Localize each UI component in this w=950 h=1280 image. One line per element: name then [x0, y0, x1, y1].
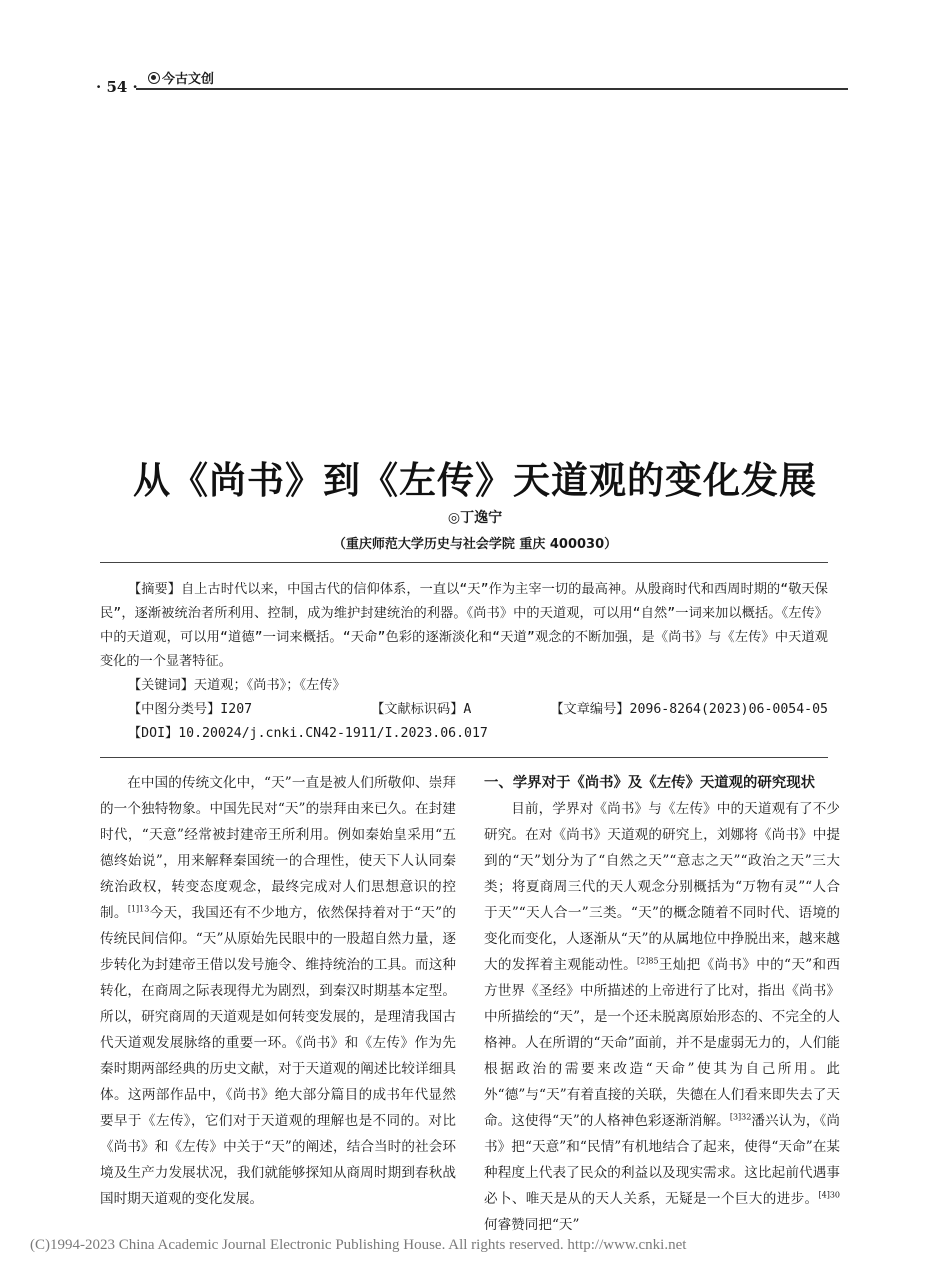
doi: 【DOI】10.20024/j.cnki.CN42-1911/I.2023.06.017 — [128, 726, 488, 741]
citation-ref: [2]85 — [637, 956, 659, 966]
header-rule — [136, 88, 848, 90]
abstract-top-rule — [100, 562, 828, 563]
journal-logo-icon — [148, 72, 160, 84]
document-code: 【文献标识码】A — [371, 702, 472, 717]
abstract-text: 【摘要】自上古时代以来，中国古代的信仰体系，一直以“天”作为主宰一切的最高神。从殷商时代和西周时期的“敬天保民”，逐渐被统治者所利用、控制，成为维护封建统治的利器。《尚书》中的天道观，可以用“自然”一词来加以概括。《左传》中的天道观，可以用“道德”一词来概括。“天命”色彩的逐渐淡化和“天道”观念的不断加强，是《尚书》与《左传》中天道观变化的一个显著特征。 — [100, 582, 828, 669]
page-number: · 54 · — [96, 78, 138, 96]
author-affiliation: （重庆师范大学历史与社会学院 重庆 400030） — [332, 537, 618, 552]
copyright-footer: (C)1994-2023 China Academic Journal Electronic Publishing House. All rights reserved. http://www.cnki.net — [30, 1237, 687, 1253]
abstract-section — [100, 562, 828, 762]
left-column — [100, 770, 456, 1212]
right-column — [484, 770, 840, 1238]
keywords: 【关键词】天道观；《尚书》；《左传》 — [128, 678, 346, 693]
classification-row — [128, 698, 828, 722]
journal-title — [148, 68, 214, 87]
article-number: 【文章编号】2096-8264(2023)06-0054-05 — [550, 702, 828, 717]
citation-ref: [3]32 — [729, 1112, 752, 1122]
clc-number: 【中图分类号】I207 — [128, 702, 253, 717]
page-header — [96, 68, 848, 94]
intro-paragraph: 在中国的传统文化中，“天”一直是被人们所敬仰、崇拜的一个独特物象。中国先民对“天”的崇拜由来已久。在封建时代，“天意”经常被封建帝王所利用。例如秦始皇采用“五德终始说”，用来解释秦国统一的合理性，使天下人认同秦统治政权，转变态度观念，最终完成对人们思想意识的控制。$^{[1]13}$今天，我国还有不少地方，依然保持着对于“天”的传统民间信仰。“天”从原始先民眼中的一股超自然力量，逐步转化为封建帝王借以发号施令、维持统治的工具。而这种转化，在商周之际表现得尤为剧烈，到秦汉时期基本定型。所以，研究商周的天道观是如何转变发展的，是理清我国古代天道观发展脉络的重要一环。《尚书》和《左传》作为先秦时期两部经典的历史文献，对于天道观的阐述比较详细具体。这两部作品中，《尚书》绝大部分篇目的成书年代显然要早于《左传》，它们对于天道观的理解也是不同的。对比《尚书》和《左传》中关于“天”的阐述，结合当时的社会环境及生产力发展状况，我们就能够探知从商周时期到春秋战国时期天道观的变化发展。 — [100, 775, 456, 1207]
section-heading: 一、学界对于《尚书》及《左传》天道观的研究现状 — [484, 775, 815, 791]
citation-ref: [4]30 — [818, 1190, 840, 1200]
journal-name: 今古文创 — [162, 72, 215, 87]
research-status-paragraph: 目前，学界对《尚书》与《左传》中的天道观有了不少研究。在对《尚书》天道观的研究上，刘娜将《尚书》中提到的“天”划分为了“自然之天”“意志之天”“政治之天”三大类；将夏商周三代的天人观念分别概括为“万物有灵”“人合于天”“天人合一”三类。“天”的概念随着不同时代、语境的变化而变化，人逐渐从“天”的从属地位中挣脱出来，越来越大的发挥着主观能动性。$^{[2]85}$王灿把《尚书》中的“天”和西方世界《圣经》中所描述的上帝进行了比对，指出《尚书》中所描绘的“天”，是一个还未脱离原始形态的、不完全的人格神。人在所谓的“天命”面前，并不是虚弱无力的，人们能根据政治的需要来改造“天命”使其为自己所用。此外“德”与“天”有着直接的关联，失德在人们看来即失去了天命。这使得“天”的人格神色彩逐渐消解。$^{[3]32}$潘兴认为，《尚书》把“天意”和“民情”有机地结合了起来，使得“天命”在某种程度上代表了民众的利益以及现实需求。这比起前代遇事必卜、唯天是从的天人关系，无疑是一个巨大的进步。$^{[4]30}$何睿赞同把“天” — [484, 801, 841, 1233]
citation-ref: [1]13 — [127, 904, 150, 914]
article-author: ◎丁逸宁 — [447, 510, 503, 526]
abstract-bottom-rule — [100, 757, 828, 758]
article-title: 从《尚书》到《左传》天道观的变化发展 — [133, 459, 817, 502]
